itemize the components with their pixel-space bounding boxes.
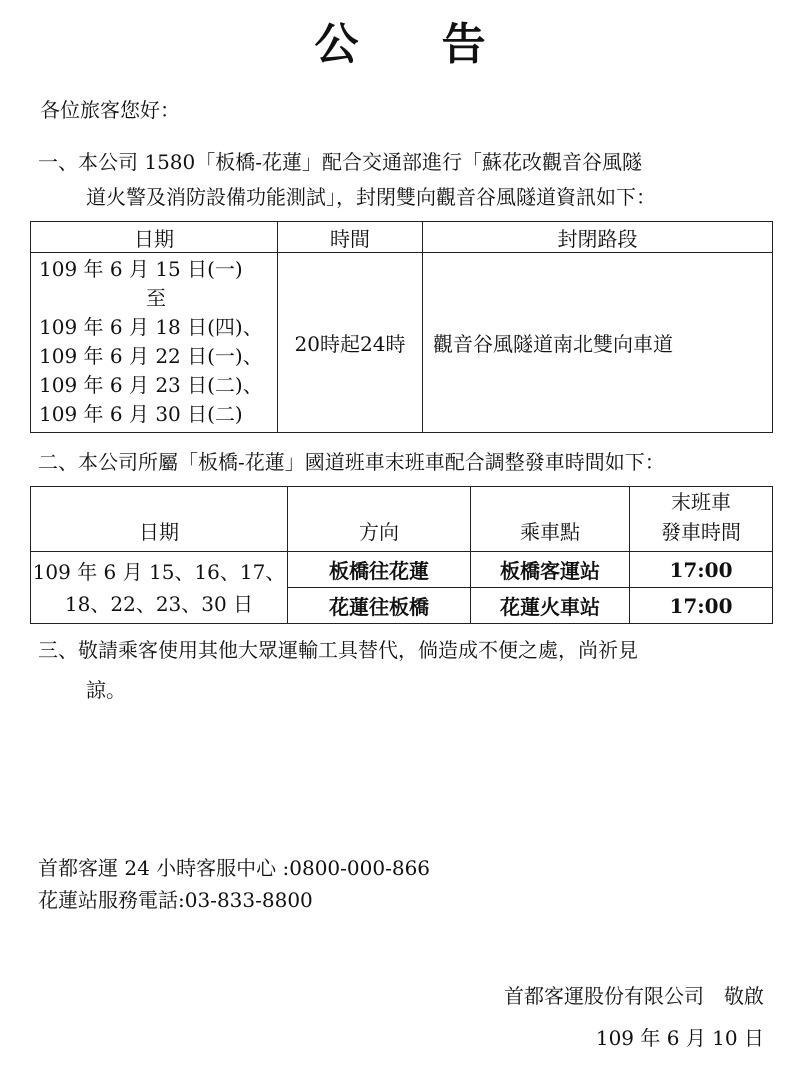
date-line: 109 年 6 月 30 日(二) <box>39 402 243 426</box>
header-last-bus-line2: 發車時間 <box>661 520 741 544</box>
header-date: 日期 <box>31 222 278 253</box>
stop-cell: 板橋客運站 <box>471 552 630 588</box>
header-road: 封閉路段 <box>423 222 773 253</box>
date-line: 109 年 6 月 22 日(一)、 <box>39 344 263 368</box>
schedule-dates-line1: 109 年 6 月 15、16、17、 <box>32 559 286 584</box>
date-line: 109 年 6 月 15 日(一) <box>39 257 243 281</box>
schedule-dates <box>31 552 288 624</box>
stop-cell: 花蓮火車站 <box>471 588 630 624</box>
direction-cell: 板橋往花蓮 <box>288 552 471 588</box>
item1-line2: 道火警及消防設備功能測試」，封閉雙向觀音谷風隧道資訊如下： <box>86 185 656 209</box>
schedule-dates-line2: 18、22、23、30 日 <box>64 591 254 616</box>
item3-line2: 諒。 <box>86 678 126 702</box>
last-bus-table <box>30 486 773 624</box>
greeting: 各位旅客您好： <box>40 98 180 122</box>
header-time: 時間 <box>278 222 423 253</box>
contact-station-phone: 花蓮站服務電話:03-833-8800 <box>38 888 313 912</box>
date-line: 至 <box>146 286 166 310</box>
header-stop: 乘車點 <box>471 487 630 552</box>
item2: 二、本公司所屬「板橋-花蓮」國道班車末班車配合調整發車時間如下： <box>38 450 665 474</box>
page-title: 公 告 <box>314 19 520 70</box>
header-date: 日期 <box>31 487 288 552</box>
date-line: 109 年 6 月 23 日(二)、 <box>39 373 263 397</box>
closure-road: 觀音谷風隧道南北雙向車道 <box>423 253 773 433</box>
direction-cell: 花蓮往板橋 <box>288 588 471 624</box>
time-cell: 17:00 <box>630 588 773 624</box>
signature-date: 109 年 6 月 10 日 <box>595 1026 764 1050</box>
signature-company: 首都客運股份有限公司 敬啟 <box>504 984 764 1008</box>
header-direction: 方向 <box>288 487 471 552</box>
item3-line1: 三、敬請乘客使用其他大眾運輸工具替代，倘造成不便之處，尚祈見 <box>38 638 638 662</box>
closure-time: 20時起24時 <box>278 253 423 433</box>
header-last-bus-line1: 末班車 <box>671 490 731 514</box>
closure-dates <box>31 253 278 433</box>
date-line: 109 年 6 月 18 日(四)、 <box>39 315 263 339</box>
header-last-bus <box>630 487 773 552</box>
closure-table <box>30 221 773 433</box>
contact-hotline: 首都客運 24 小時客服中心 :0800-000-866 <box>38 856 431 880</box>
item1-line1: 一、本公司 1580「板橋-花蓮」配合交通部進行「蘇花改觀音谷風隧 <box>38 150 643 174</box>
time-cell: 17:00 <box>630 552 773 588</box>
